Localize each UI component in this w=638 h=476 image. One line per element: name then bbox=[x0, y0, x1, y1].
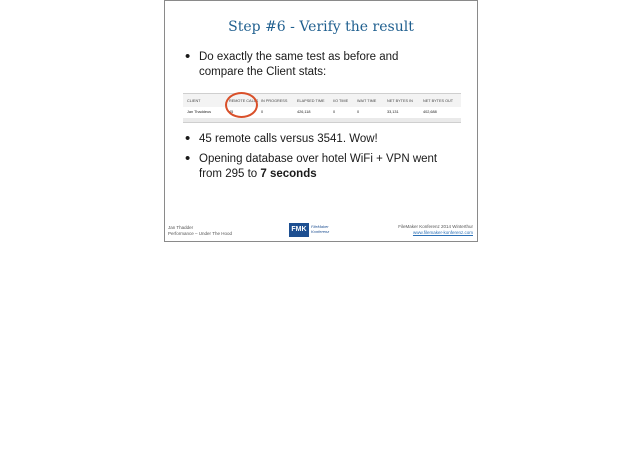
bullet-remote-calls: • 45 remote calls versus 3541. Wow! bbox=[185, 132, 455, 147]
bullet-opening-database bbox=[185, 152, 455, 182]
footer-conference-name: FileMaker Konferenz 2014 Winterthur bbox=[398, 224, 473, 229]
table-footer-row bbox=[183, 118, 461, 122]
footer-author-name: Jan Thadder bbox=[168, 225, 194, 230]
header-in-progress: IN PROGRESS bbox=[261, 99, 288, 103]
header-elapsed-time: ELAPSED TIME bbox=[297, 99, 325, 103]
header-io-time: I/O TIME bbox=[333, 99, 349, 103]
header-net-bytes-in: NET BYTES IN bbox=[387, 99, 413, 103]
footer-talk-title: Performance – Under The Hood bbox=[168, 231, 232, 236]
slide bbox=[164, 0, 478, 242]
footer-conference bbox=[398, 224, 473, 236]
header-client: CLIENT bbox=[187, 99, 201, 103]
cell-elapsed-time: 426,118 bbox=[297, 110, 311, 114]
header-remote-calls: REMOTE CALLS bbox=[229, 99, 259, 103]
header-net-bytes-out: NET BYTES OUT bbox=[423, 99, 454, 103]
fmk-logo-text bbox=[311, 224, 329, 234]
bullet-text-bold: 7 seconds bbox=[260, 168, 317, 180]
bullet-compare-stats bbox=[185, 50, 455, 80]
cell-wait-time: 0 bbox=[357, 110, 360, 114]
bullet-text-prefix: from 295 to bbox=[199, 168, 261, 180]
cell-io-time: 0 bbox=[333, 110, 336, 114]
client-stats-table bbox=[183, 93, 461, 123]
bullet-text-line1: Do exactly the same test as before and bbox=[199, 51, 399, 63]
footer-author bbox=[168, 225, 232, 237]
highlight-circle bbox=[225, 92, 258, 118]
logo-line1: FileMaker bbox=[311, 224, 329, 229]
cell-net-bytes-in: 33,131 bbox=[387, 110, 399, 114]
fmk-logo-mark: FMK bbox=[289, 223, 309, 237]
cell-net-bytes-out: 402,688 bbox=[423, 110, 437, 114]
logo-line2: Konferenz bbox=[311, 229, 330, 234]
footer-conference-link[interactable]: www.filemaker-konferenz.com bbox=[412, 230, 473, 235]
cell-remote-calls: 45 bbox=[229, 110, 234, 114]
cell-in-progress: 0 bbox=[261, 110, 264, 114]
bullet-text-line1: Opening database over hotel WiFi + VPN went bbox=[199, 153, 438, 165]
bullet-text-line2: compare the Client stats: bbox=[199, 66, 327, 78]
cell-client: Jan Thaddeus bbox=[187, 110, 211, 114]
slide-title: Step #6 - Verify the result bbox=[228, 19, 414, 35]
fmk-logo bbox=[289, 223, 341, 237]
header-wait-time: WAIT TIME bbox=[357, 99, 377, 103]
